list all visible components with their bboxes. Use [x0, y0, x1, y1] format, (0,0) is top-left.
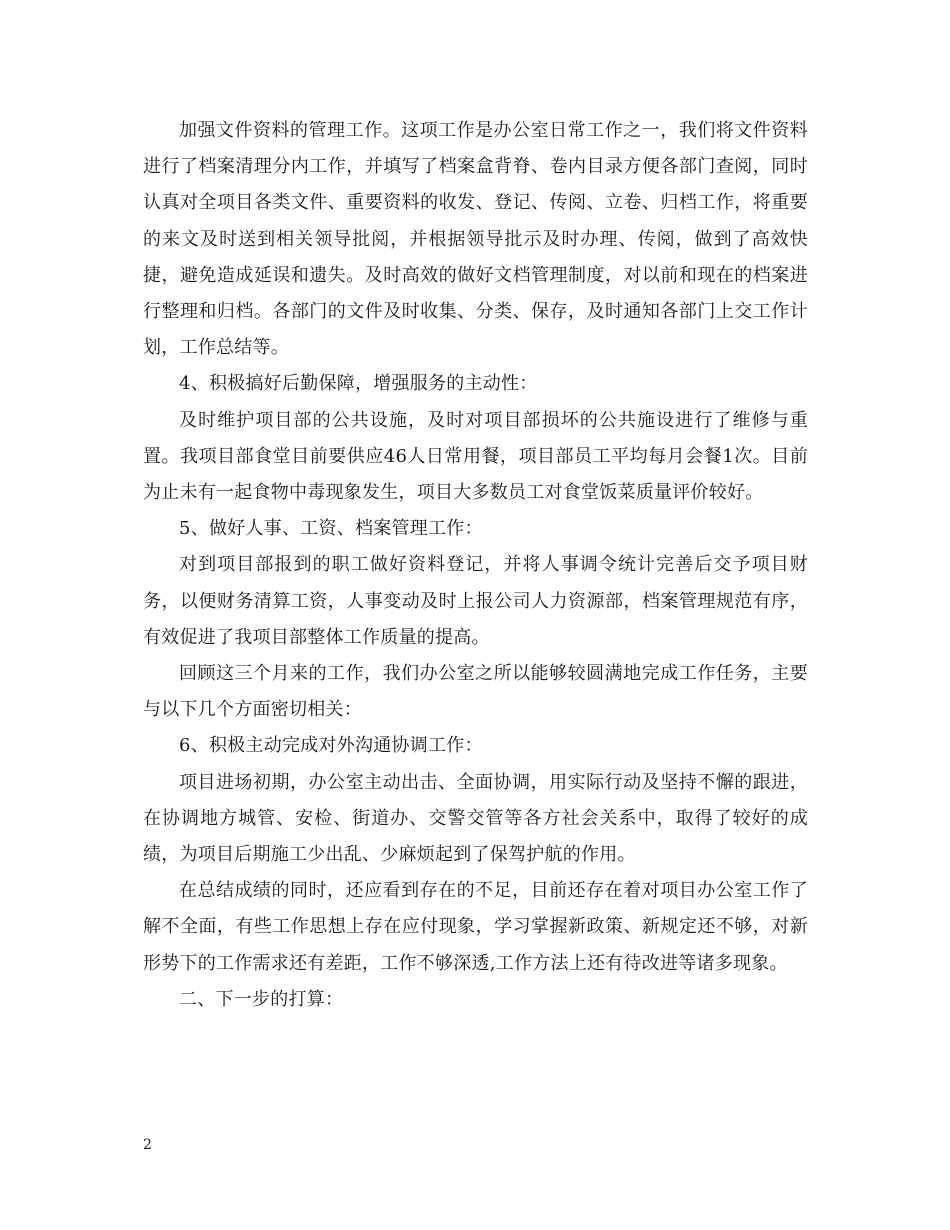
paragraph-personnel-management: 对到项目部报到的职工做好资料登记，并将人事调令统计完善后交予项目财务，以便财务清算工资，人事变动及时上报公司人力资源部，档案管理规范有序，有效促进了我项目部整体工作质量的提高。 — [143, 554, 808, 648]
paragraph-external-coordination: 项目进场初期，办公室主动出击、全面协调，用实际行动及坚持不懈的跟进，在协调地方城管、安检、街道办、交警交管等各方社会关系中，取得了较好的成绩，为项目后期施工少出乱、少麻烦起到了保驾护航的作用。 — [143, 771, 808, 866]
heading-logistics-support: 4、积极搞好后勤保障，增强服务的主动性： — [179, 373, 538, 395]
document-body — [143, 113, 808, 1018]
page-number: 2 — [143, 1137, 152, 1153]
paragraph-document-management: 加强文件资料的管理工作。这项工作是办公室日常工作之一，我们将文件资料进行了档案清理分内工作，并填写了档案盒背脊、卷内目录方便各部门查阅，同时认真对全项目各类文件、重要资料的收发、登记、传阅、立卷、归档工作，将重要的来文及时送到相关领导批阅，并根据领导批示及时办理、传阅，做到了高效快捷，避免造成延误和遗失。及时高效的做好文档管理制度，对以前和现在的档案进行整理和归档。各部门的文件及时收集、分类、保存，及时通知各部门上交工作计划，工作总结等。 — [143, 120, 808, 359]
paragraph-logistics-support: 及时维护项目部的公共设施，及时对项目部损坏的公共施设进行了维修与重置。我项目部食堂目前要供应46人日常用餐，项目部员工平均每月会餐1次。目前为止未有一起食物中毒现象发生，项目大多数员工对食堂饭菜质量评价较好。 — [143, 409, 808, 504]
heading-next-steps: 二、下一步的打算： — [179, 988, 344, 1010]
paragraph-review: 回顾这三个月来的工作，我们办公室之所以能够较圆满地完成工作任务，主要与以下几个方面密切相关： — [143, 663, 808, 721]
heading-external-coordination: 6、积极主动完成对外沟通协调工作： — [179, 735, 483, 757]
paragraph-shortcomings: 在总结成绩的同时，还应看到存在的不足，目前还存在着对项目办公室工作了解不全面，有些工作思想上存在应付现象，学习掌握新政策、新规定还不够，对新形势下的工作需求还有差距，工作不够深透,工作方法上还有待改进等诸多现象。 — [143, 880, 808, 974]
heading-personnel-management: 5、做好人事、工资、档案管理工作： — [179, 518, 483, 540]
